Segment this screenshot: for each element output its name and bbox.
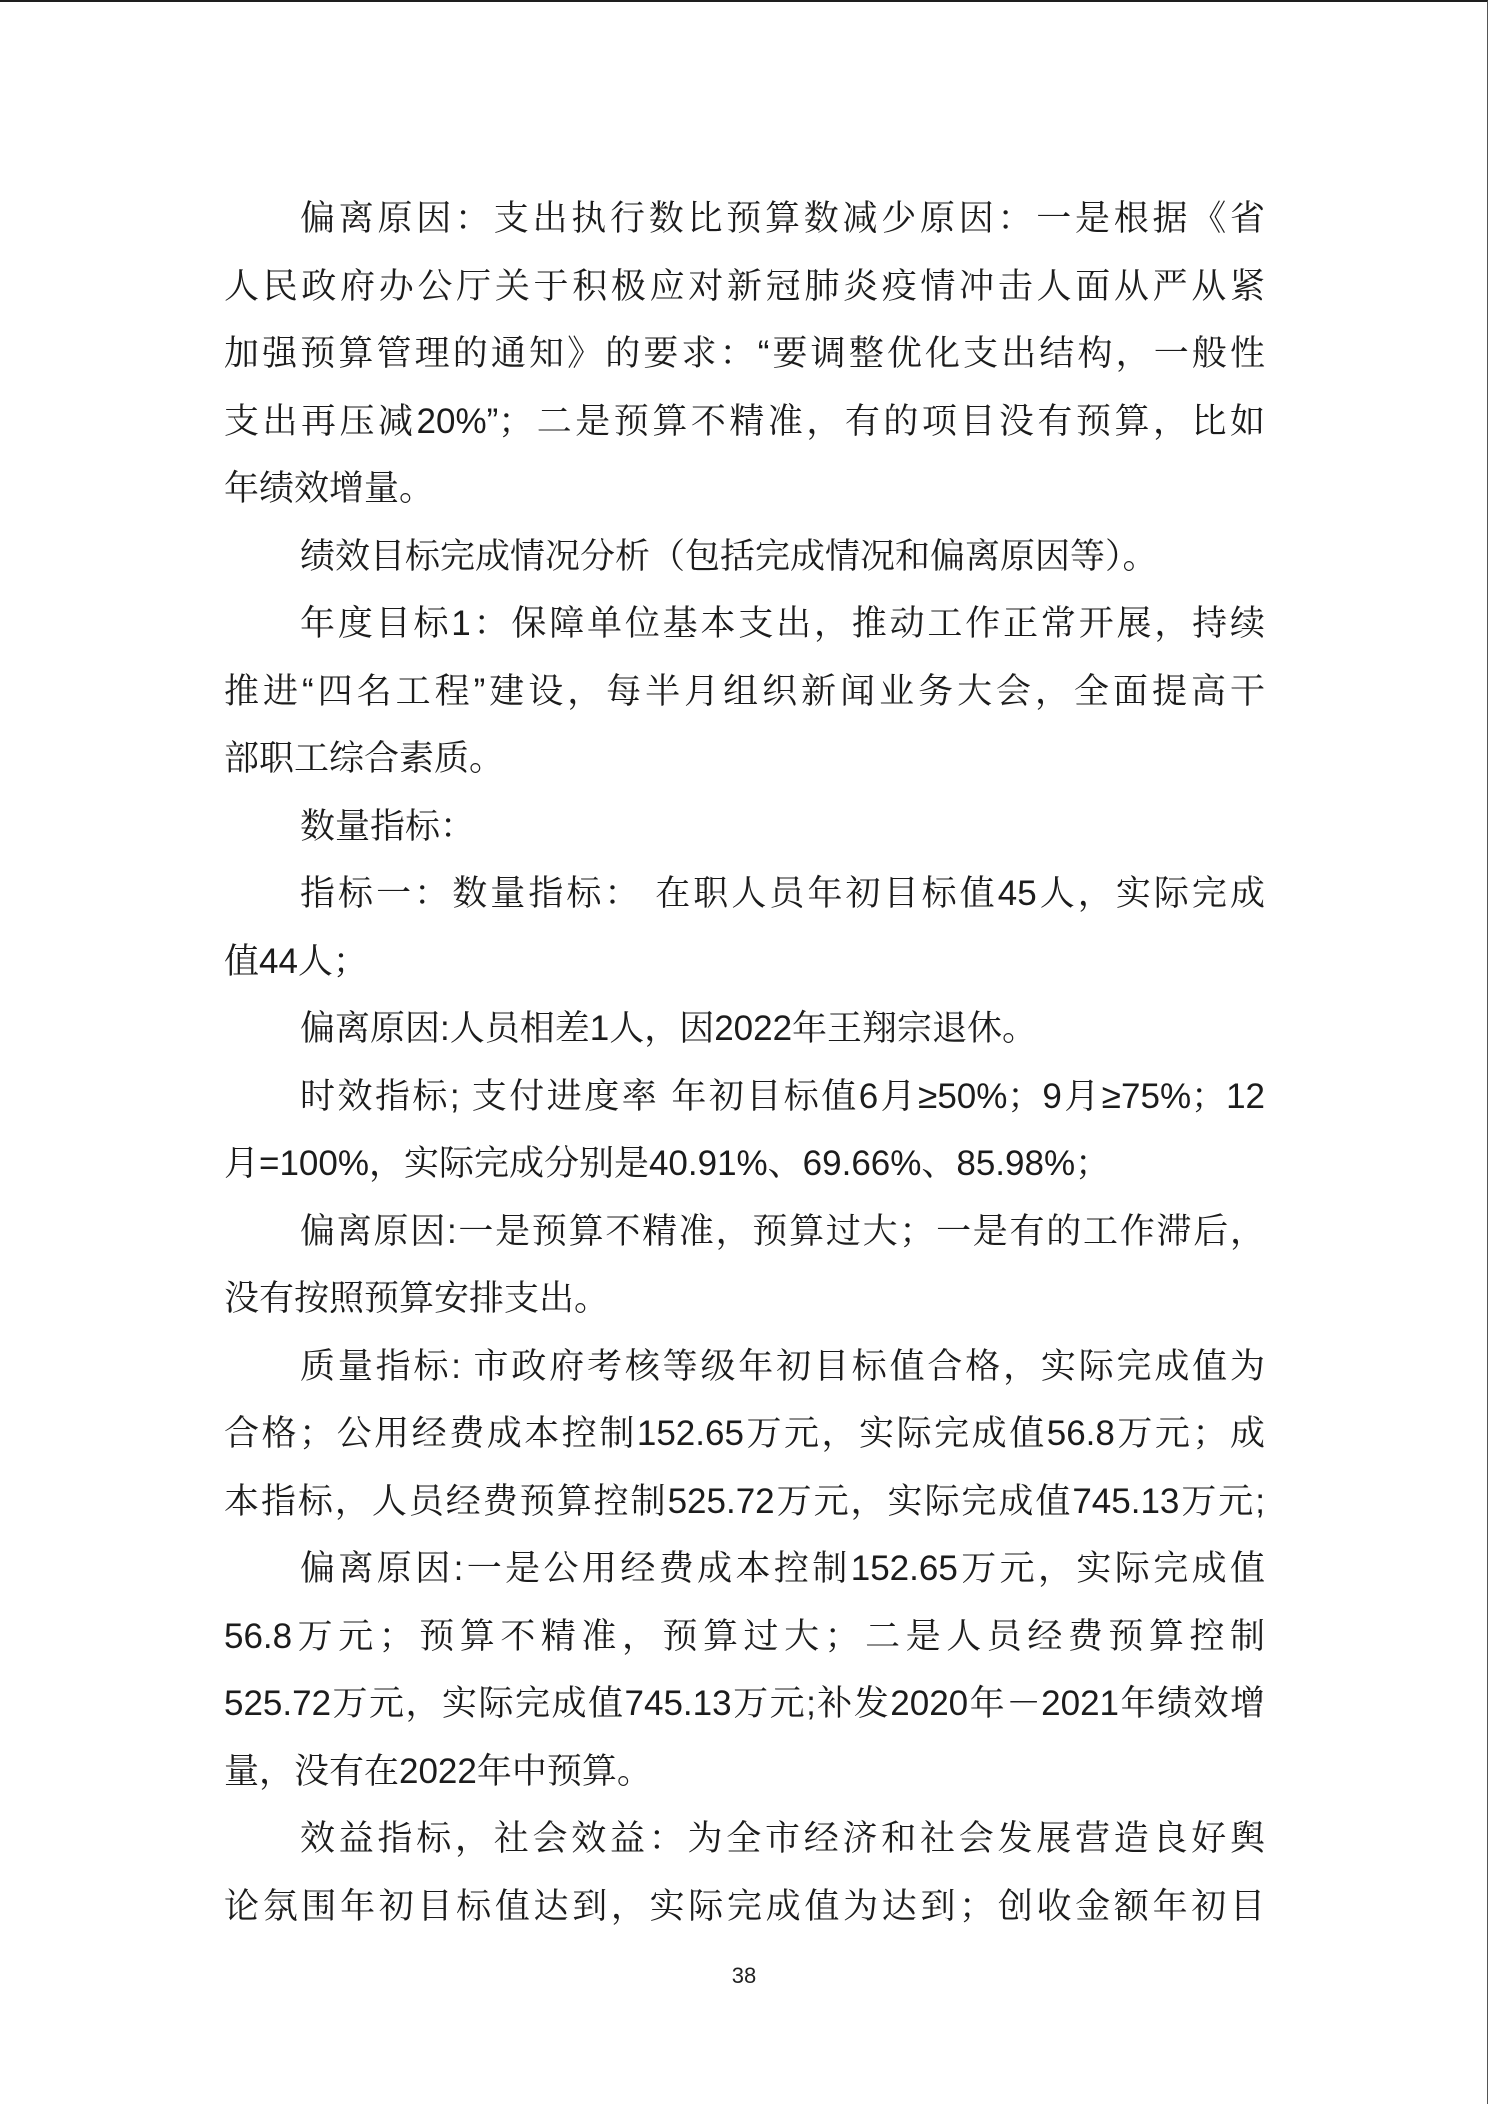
page-number: 38 (731, 1963, 757, 1988)
paragraph-line: 效益指标，社会效益：为全市经济和社会发展营造良好舆 (300, 1819, 1265, 1858)
paragraph-line: 量，没有在2022年中预算。 (224, 1751, 652, 1791)
paragraph-line: 偏离原因:人员相差1人，因2022年王翔宗退休。 (300, 1009, 1038, 1048)
paragraph-line: 年绩效增量。 (224, 469, 435, 508)
paragraph-line: 时效指标; 支付进度率 年初目标值6月≥50%；9月≥75%；12 (300, 1076, 1265, 1116)
paragraph-expenditure-deviation-reason (224, 185, 1265, 523)
paragraph-staff-deviation-reason (224, 995, 1265, 1063)
paragraph-line: 月=100%，实际完成分别是40.91%、69.66%、85.98%； (224, 1144, 1111, 1183)
paragraph-line: 绩效目标完成情况分析（包括完成情况和偏离原因等）。 (300, 536, 1158, 576)
paragraph-line: 偏离原因:一是公用经费成本控制152.65万元，实际完成值 (300, 1549, 1265, 1588)
paragraph-cost-deviation-reason (224, 1535, 1265, 1805)
paragraph-line: 年度目标1：保障单位基本支出，推动工作正常开展，持续 (300, 604, 1265, 643)
paragraph-line: 数量指标： (300, 806, 476, 846)
paragraph-line: 56.8万元；预算不精准，预算过大；二是人员经费预算控制 (224, 1616, 1265, 1656)
paragraph-performance-goal-analysis-heading (224, 523, 1265, 591)
paragraph-line: 部职工综合素质。 (224, 739, 505, 778)
paragraph-annual-goal-1 (224, 590, 1265, 793)
paragraph-line: 推进“四名工程”建设，每半月组织新闻业务大会，全面提高干 (224, 671, 1265, 711)
paragraph-line: 本指标，人员经费预算控制525.72万元，实际完成值745.13万元; (224, 1481, 1265, 1521)
paragraph-line: 人民政府办公厅关于积极应对新冠肺炎疫情冲击人面从严从紧 (224, 266, 1265, 306)
paragraph-line: 值44人； (224, 941, 368, 981)
paragraph-benefit-indicator (224, 1805, 1265, 1940)
paragraph-quantity-indicators-heading (224, 793, 1265, 861)
paragraph-timeliness-deviation-reason (224, 1198, 1265, 1333)
paragraph-quality-indicator (224, 1333, 1265, 1536)
paragraph-timeliness-indicator (224, 1063, 1265, 1198)
paragraph-line: 没有按照预算安排支出。 (224, 1279, 610, 1318)
paragraph-line: 指标一：数量指标： 在职人员年初目标值45人，实际完成 (300, 874, 1265, 913)
paragraph-line: 525.72万元，实际完成值745.13万元;补发2020年－2021年绩效增 (224, 1684, 1265, 1723)
paragraph-indicator-one-staff-count (224, 860, 1265, 995)
body-text (224, 185, 1265, 1940)
paragraph-line: 合格；公用经费成本控制152.65万元，实际完成值56.8万元；成 (224, 1414, 1265, 1453)
paragraph-line: 支出再压减20%”；二是预算不精准，有的项目没有预算，比如 (224, 401, 1265, 441)
paragraph-line: 偏离原因:一是预算不精准，预算过大；一是有的工作滞后， (300, 1211, 1265, 1251)
paragraph-line: 加强预算管理的通知》的要求：“要调整优化支出结构，一般性 (224, 334, 1265, 373)
paragraph-line: 论氛围年初目标值达到，实际完成值为达到；创收金额年初目 (224, 1886, 1265, 1926)
paragraph-line: 偏离原因：支出执行数比预算数减少原因：一是根据《省 (300, 199, 1265, 238)
paragraph-line: 质量指标: 市政府考核等级年初目标值合格，实际完成值为 (300, 1346, 1265, 1386)
